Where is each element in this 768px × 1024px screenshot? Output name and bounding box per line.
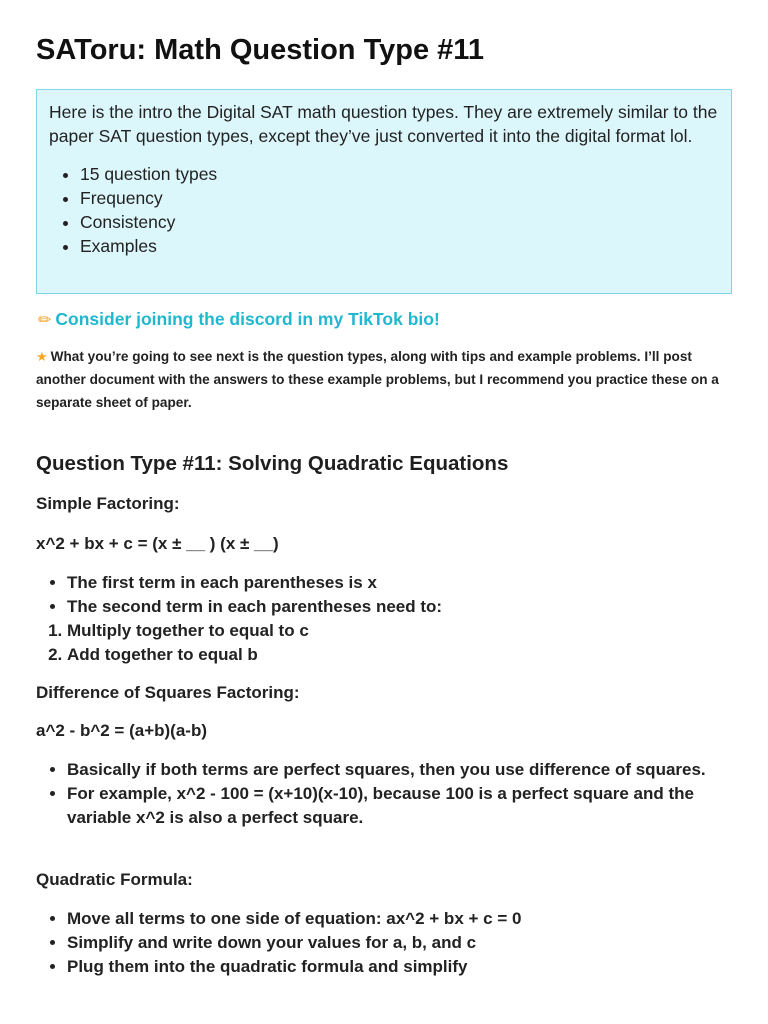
instructions-note xyxy=(36,345,736,414)
discord-callout xyxy=(38,309,440,330)
difference-of-squares-label: Difference of Squares Factoring: xyxy=(36,683,300,702)
pencil-icon: ✏ xyxy=(38,312,52,329)
page-title: SAToru: Math Question Type #11 xyxy=(36,34,484,66)
list-item: • Plug them into the quadratic formula and simplify xyxy=(67,955,757,979)
note-text: What you’re going to see next is the question types, along with tips and example problems. I’ll post another document with the answers to these example problems, but I recommend you practice these on a separate sheet of paper. xyxy=(36,349,719,410)
simple-factoring-steps xyxy=(36,619,757,667)
list-item: • Simplify and write down your values for a, b, and c xyxy=(67,931,757,955)
list-item: • Move all terms to one side of equation: ax^2 + bx + c = 0 xyxy=(67,907,757,931)
difference-of-squares-formula: a^2 - b^2 = (a+b)(a-b) xyxy=(36,721,207,740)
intro-list xyxy=(49,162,719,258)
intro-text: Here is the intro the Digital SAT math question types. They are extremely similar to the paper SAT question types, except they’ve just converted it into the digital format lol. xyxy=(49,102,718,146)
simple-factoring-formula: x^2 + bx + c = (x ± __ ) (x ± __) xyxy=(36,534,279,553)
discord-text: Consider joining the discord in my TikTok bio! xyxy=(55,309,440,329)
simple-factoring-label: Simple Factoring: xyxy=(36,494,180,513)
section-heading: Question Type #11: Solving Quadratic Equations xyxy=(36,452,509,475)
list-item: • Frequency xyxy=(80,186,719,210)
list-item: 2. Add together to equal b xyxy=(67,643,757,667)
list-item: 1. Multiply together to equal to c xyxy=(67,619,757,643)
list-item: • The second term in each parentheses need to: xyxy=(67,595,757,619)
quadratic-formula-bullets xyxy=(36,907,757,978)
intro-box xyxy=(36,89,732,294)
list-item: • Consistency xyxy=(80,210,719,234)
difference-of-squares-bullets xyxy=(36,758,757,829)
list-item: • For example, x^2 - 100 = (x+10)(x-10), because 100 is a perfect square and the variable x^2 is also a perfect square. xyxy=(67,782,757,830)
list-item: • Basically if both terms are perfect squares, then you use difference of squares. xyxy=(67,758,757,782)
list-item: • Examples xyxy=(80,234,719,258)
simple-factoring-bullets xyxy=(36,571,757,619)
quadratic-formula-label: Quadratic Formula: xyxy=(36,870,193,889)
list-item: • 15 question types xyxy=(80,162,719,186)
list-item: • The first term in each parentheses is x xyxy=(67,571,757,595)
star-icon: ★ xyxy=(36,349,48,364)
